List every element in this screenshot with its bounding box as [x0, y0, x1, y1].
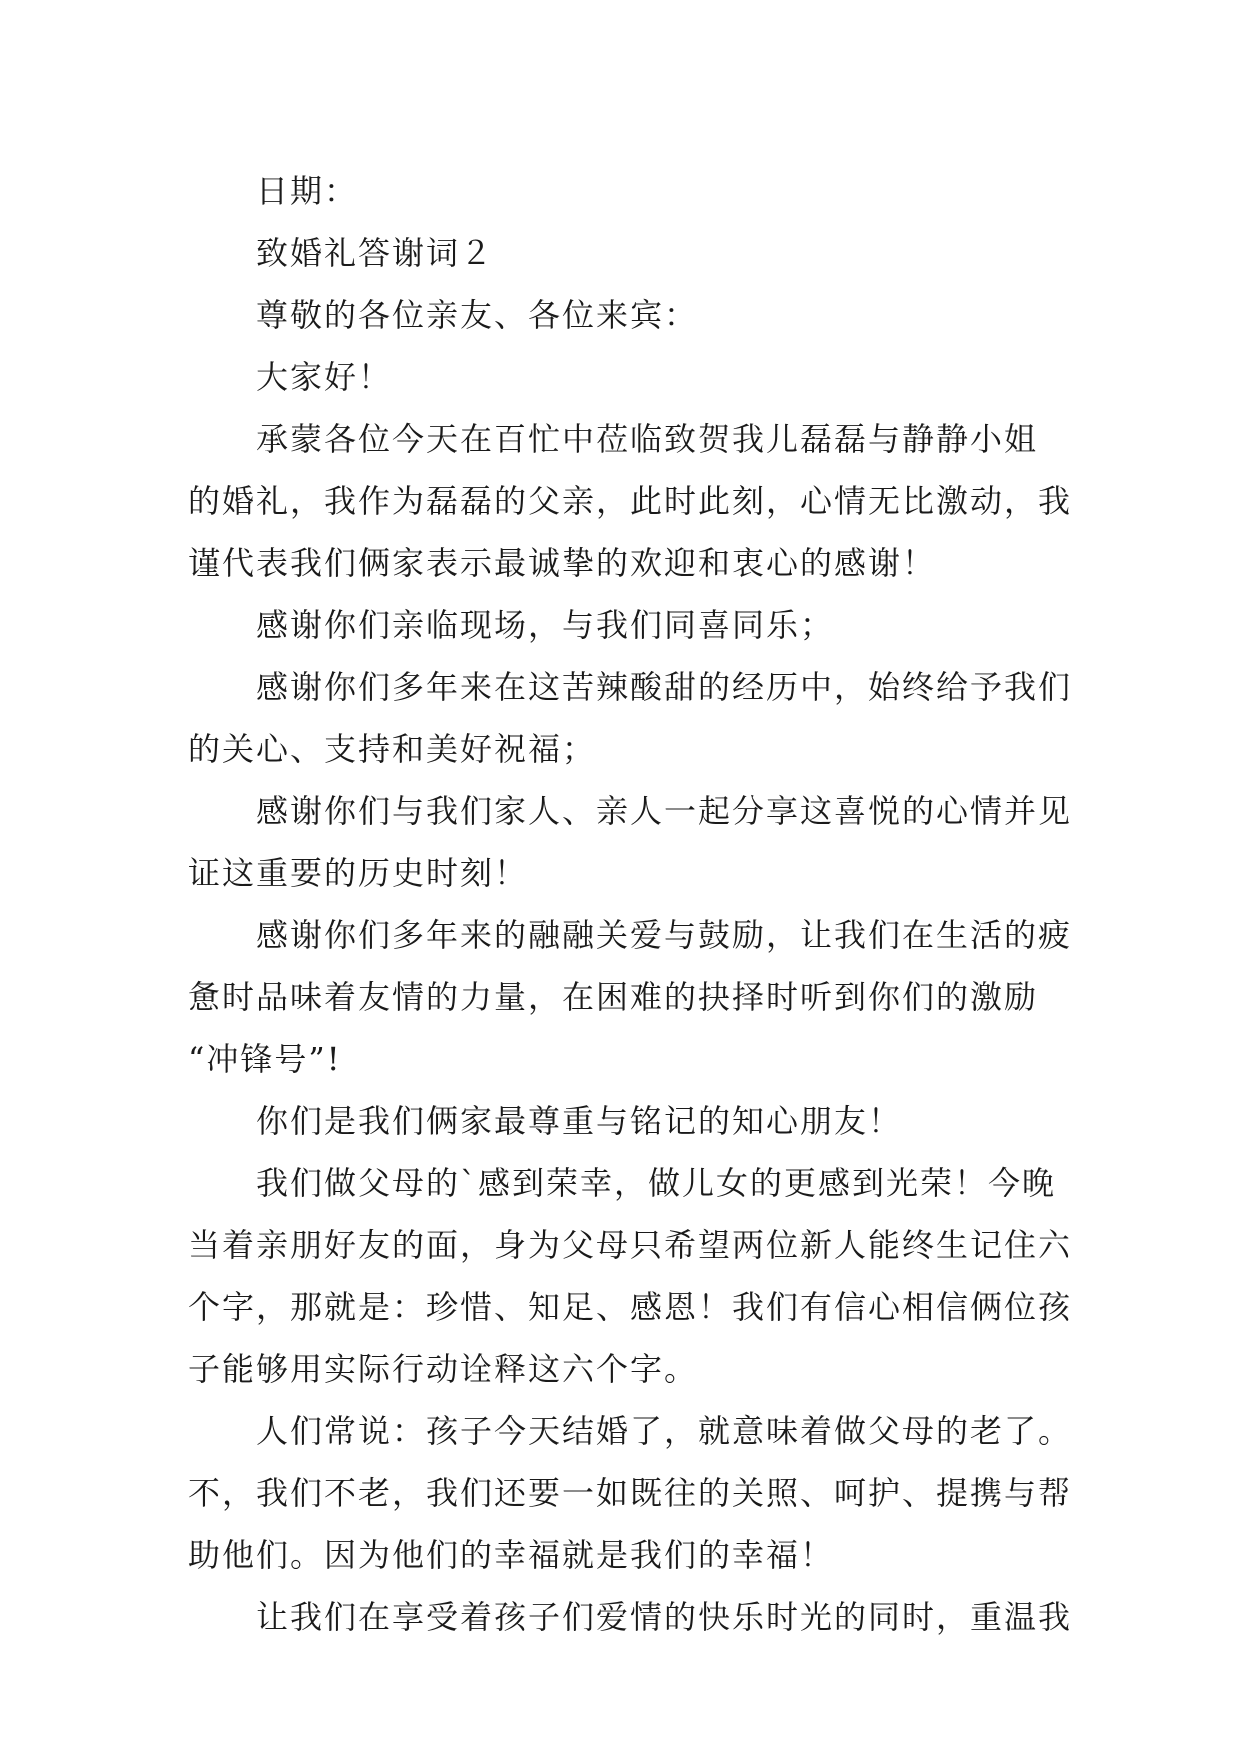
paragraph-line: 你们是我们俩家最尊重与铭记的知心朋友！: [256, 1102, 903, 1140]
paragraph-line: 感谢你们多年来在这苦辣酸甜的经历中，始终给予我们: [256, 668, 1073, 706]
paragraph-line: 的婚礼，我作为磊磊的父亲，此时此刻，心情无比激动，我: [188, 482, 1073, 520]
paragraph-line: “冲锋号”!: [188, 1040, 342, 1078]
paragraph-line: 个字，那就是：珍惜、知足、感恩！我们有信心相信俩位孩: [188, 1288, 1073, 1326]
paragraph-line: 承蒙各位今天在百忙中莅临致贺我儿磊磊与静静小姐: [256, 420, 1039, 458]
paragraph-line: 当着亲朋好友的面，身为父母只希望两位新人能终生记住六: [188, 1226, 1073, 1264]
document-body: [188, 160, 1073, 1648]
paragraph-line: 子能够用实际行动诠释这六个字。: [188, 1350, 699, 1388]
paragraph-line: 我们做父母的`感到荣幸，做儿女的更感到光荣！今晚: [256, 1164, 1057, 1202]
paragraph-line: 惫时品味着友情的力量，在困难的抉择时听到你们的激励: [188, 978, 1039, 1016]
salutation: 尊敬的各位亲友、各位来宾：: [256, 296, 699, 334]
paragraph-line: 谨代表我们俩家表示最诚挚的欢迎和衷心的感谢！: [188, 544, 937, 582]
greeting: 大家好！: [256, 358, 393, 396]
paragraph-line: 感谢你们多年来的融融关爱与鼓励，让我们在生活的疲: [256, 916, 1073, 954]
paragraph-line: 助他们。因为他们的幸福就是我们的幸福！: [188, 1536, 835, 1574]
paragraph-line: 人们常说：孩子今天结婚了，就意味着做父母的老了。: [256, 1412, 1073, 1450]
paragraph-line: 的关心、支持和美好祝福；: [188, 730, 597, 768]
paragraph-line: 让我们在享受着孩子们爱情的快乐时光的同时，重温我: [256, 1598, 1073, 1636]
document-title: 致婚礼答谢词２: [256, 234, 495, 272]
paragraph-line: 感谢你们与我们家人、亲人一起分享这喜悦的心情并见: [256, 792, 1073, 830]
date-label: 日期：: [256, 172, 359, 210]
paragraph-line: 感谢你们亲临现场，与我们同喜同乐；: [256, 606, 835, 644]
paragraph-line: 证这重要的历史时刻！: [188, 854, 529, 892]
paragraph-line: 不，我们不老，我们还要一如既往的关照、呵护、提携与帮: [188, 1474, 1073, 1512]
